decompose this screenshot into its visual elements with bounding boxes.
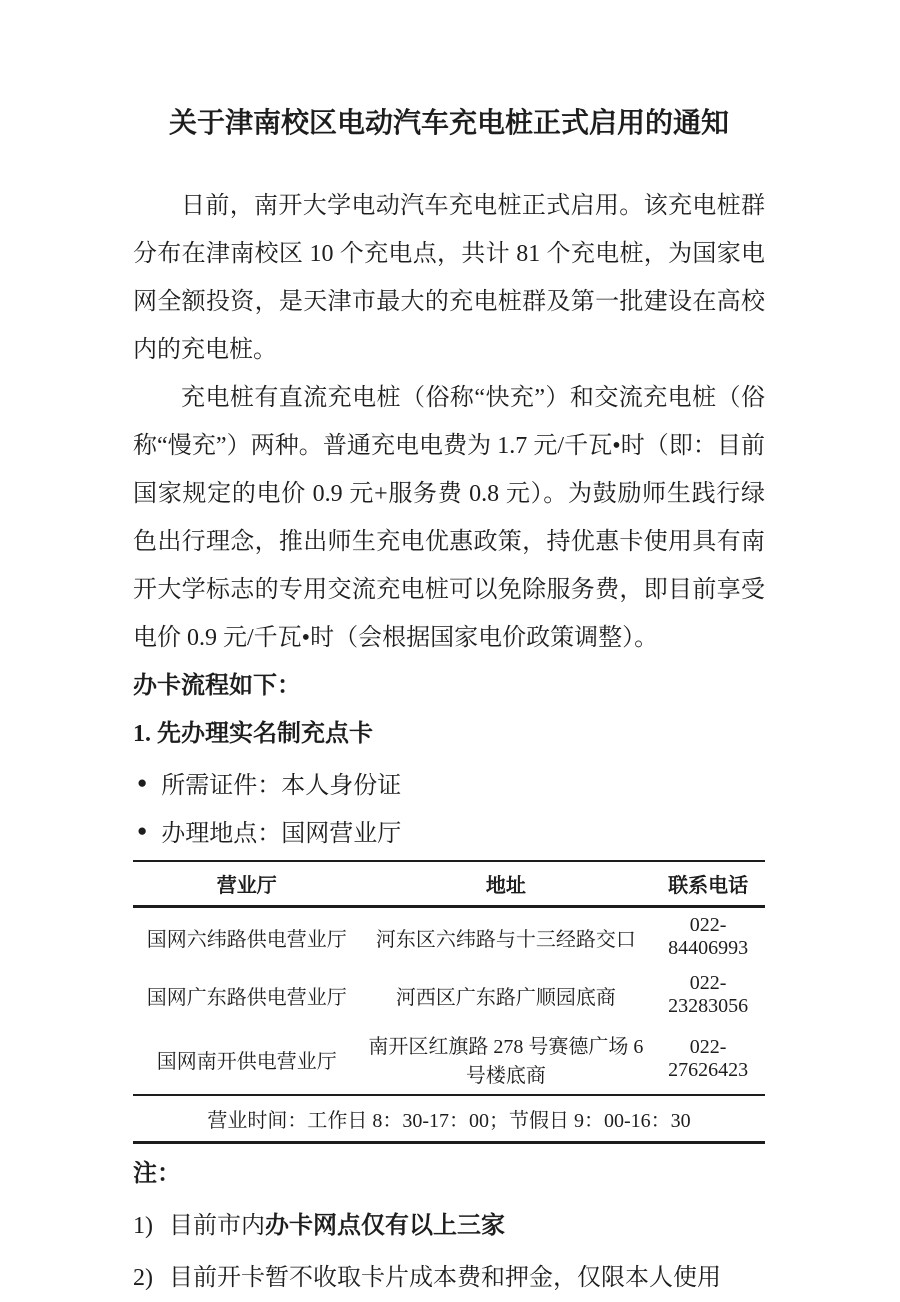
bullet-icon: ● — [137, 772, 148, 792]
note-1 — [133, 1202, 765, 1250]
address-cell: 河东区六纬路与十三经路交口 — [375, 928, 636, 951]
hall-cell: 国网广东路供电营业厅 — [146, 986, 347, 1009]
note-1-text: 目前市内办卡网点仅有以上三家 — [169, 1213, 505, 1239]
note-2-number: 2) — [133, 1265, 153, 1291]
table-row — [133, 1024, 765, 1095]
phone-cell: 022-23283056 — [668, 972, 749, 1017]
header-phone: 联系电话 — [651, 861, 765, 907]
bullet-required-documents — [133, 758, 765, 806]
header-hall: 营业厅 — [133, 861, 361, 907]
address-cell: 河西区广东路广顺园底商 — [395, 986, 616, 1009]
service-hall-table — [133, 860, 765, 1144]
note-2-text: 目前开卡暂不收取卡片成本费和押金，仅限本人使用 — [169, 1265, 721, 1291]
table-row — [133, 907, 765, 967]
note-2 — [133, 1254, 765, 1302]
hall-cell: 国网南开供电营业厅 — [156, 1050, 337, 1073]
phone-cell: 022-84406993 — [668, 914, 749, 959]
note-1-number: 1) — [133, 1213, 153, 1239]
step1-heading: 1. 先办理实名制充点卡 — [133, 721, 373, 747]
bullet-icon: ● — [137, 820, 148, 840]
hall-cell: 国网六纬路供电营业厅 — [146, 928, 347, 951]
table-footer-row — [133, 1095, 765, 1143]
note-1-bold-text: 办卡网点仅有以上三家 — [265, 1213, 505, 1239]
header-address: 地址 — [361, 861, 652, 907]
page-title: 关于津南校区电动汽车充电桩正式启用的通知 — [168, 108, 729, 139]
phone-cell: 022-27626423 — [668, 1036, 749, 1081]
business-hours: 营业时间：工作日 8：30-17：00；节假日 9：00-16：30 — [133, 1095, 765, 1143]
address-cell: 南开区红旗路 278 号赛德广场 6 号楼底商 — [368, 1036, 644, 1087]
bullet-service-location — [133, 806, 765, 854]
table-header-row — [133, 861, 765, 907]
card-process-heading: 办卡流程如下： — [133, 673, 301, 699]
notes-heading: 注： — [133, 1161, 181, 1187]
paragraph-pricing: 充电桩有直流充电桩（俗称“快充”）和交流充电桩（俗称“慢充”）两种。普通充电电费为 1.7 元/千瓦•时（即：目前国家规定的电价 0.9 元+服务费 0.8 元）。为鼓励师生践行绿色出行理念，推出师生充电优惠政策，持优惠卡使用具有南开大学标志的专用交流充电桩可以免除服务费，即目前享受电价 0.9 元/千瓦•时（会根据国家电价政策调整）。 — [133, 385, 765, 651]
bullet-service-location-label: 办理地点：国网营业厅 — [161, 820, 402, 847]
paragraph-intro: 日前，南开大学电动汽车充电桩正式启用。该充电桩群分布在津南校区 10 个充电点，共计 81 个充电桩，为国家电网全额投资，是天津市最大的充电桩群及第一批建设在高校内的充电桩。 — [133, 193, 765, 363]
table-row — [133, 966, 765, 1024]
bullet-required-documents-label: 所需证件：本人身份证 — [161, 772, 402, 799]
